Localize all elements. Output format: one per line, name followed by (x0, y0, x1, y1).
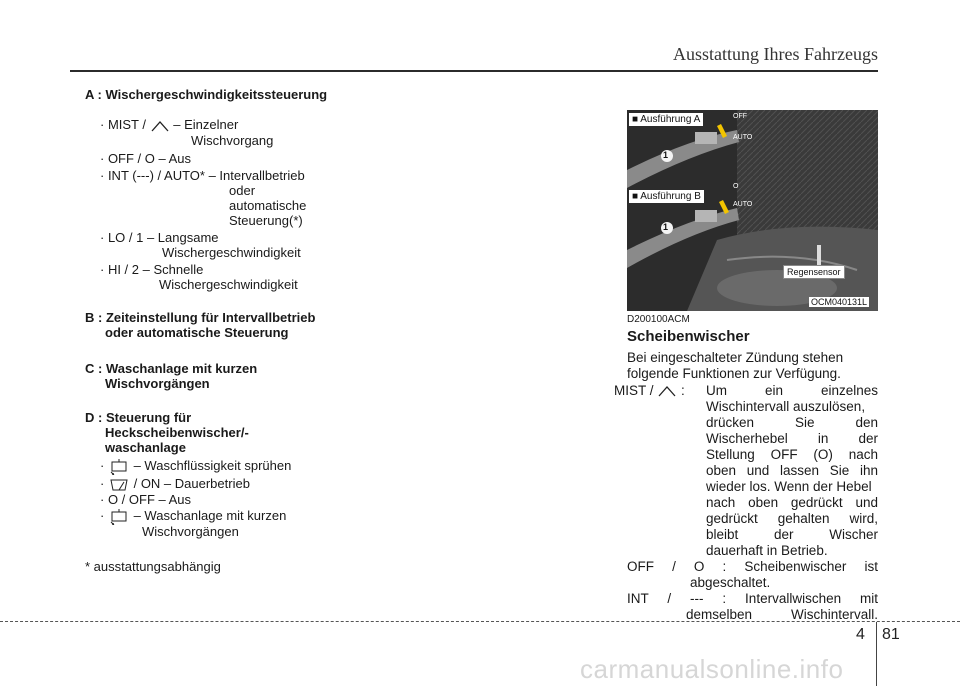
mist-desc-3: drücken Sie den (706, 415, 878, 430)
off-desc-line2: abgeschaltet. (690, 575, 771, 590)
d-item-wash: · – Waschanlage mit kurzen (100, 508, 287, 523)
mist-desc-6: oben und lassen Sie ihn (706, 463, 878, 478)
regensensor-label: Regensensor (783, 265, 845, 279)
figure-number-1a: 1 (663, 150, 669, 160)
mist-prefix: · MIST / (100, 117, 146, 132)
section-b-line2: oder automatische Steuerung (105, 325, 289, 340)
section-a-title: A : Wischergeschwindigkeitssteuerung (85, 87, 328, 102)
section-b-line1: B : Zeiteinstellung für Intervallbetrieb (85, 310, 316, 325)
figure-label-a: ■ Ausführung A (629, 113, 703, 126)
wiper-lever-illustration (627, 110, 878, 311)
int-line1: · INT (---) / AUTO* – Intervallbetrieb (100, 168, 305, 183)
figure-o-label: O (733, 183, 739, 190)
mist-label: MIST / : (614, 383, 685, 398)
d-item-off: · O / OFF – Aus (100, 492, 192, 507)
washer-short-wipe-icon (108, 509, 130, 525)
page-header-title: Ausstattung Ihres Fahrzeugs (673, 44, 878, 64)
footer-rule (0, 621, 960, 622)
mist-desc-11: dauerhaft in Betrieb. (706, 543, 828, 558)
d-item-spray-text: – Waschflüssigkeit sprühen (133, 458, 292, 473)
d-item-wash-text: – Waschanlage mit kurzen (133, 508, 287, 523)
figure-number-1b: 1 (663, 222, 669, 232)
section-heading: Scheibenwischer (627, 328, 750, 345)
page-number-separator (876, 622, 877, 686)
lo-line2: Wischergeschwindigkeit (162, 245, 301, 260)
figure-auto2-label: AUTO (733, 201, 753, 208)
figure-auto-label: AUTO (733, 134, 753, 141)
mist-desc-8: nach oben gedrückt und (706, 495, 878, 510)
mist-item (100, 117, 238, 133)
d-item-on-text: / ON – Dauerbetrieb (133, 476, 250, 491)
section-d-line3: waschanlage (105, 440, 186, 455)
figure-off-label: OFF (733, 113, 747, 120)
intro-line2: folgende Funktionen zur Verfügung. (627, 366, 841, 381)
d-item-on: · / ON – Dauerbetrieb (100, 476, 250, 491)
int-line3: automatische (229, 198, 307, 213)
mist-suffix: – Einzelner (173, 117, 239, 132)
chapter-number: 4 (856, 626, 865, 643)
section-d-line2: Heckscheibenwischer/- (105, 425, 249, 440)
figure-label-b: ■ Ausführung B (629, 190, 704, 203)
mist-desc-4: Wischerhebel in der (706, 431, 878, 446)
watermark: carmanualsonline.info (580, 654, 844, 684)
lo-line1: · LO / 1 – Langsame (100, 230, 219, 245)
mist-caret-icon (150, 120, 170, 132)
hi-line1: · HI / 2 – Schnelle (100, 262, 204, 277)
header-rule (70, 70, 878, 72)
mist-desc-1: Um ein einzelnes (706, 383, 878, 398)
mist-desc-10: bleibt der Wischer (706, 527, 878, 542)
off-desc-line1: OFF / O : Scheibenwischer ist (627, 559, 878, 574)
d-item-wash-line2: Wischvorgängen (142, 524, 239, 539)
figure-code: OCM040131L (811, 297, 868, 307)
mist-caret-icon-right (657, 385, 677, 397)
mist-line2: Wischvorgang (191, 133, 274, 148)
int-line4: Steuerung(*) (229, 213, 303, 228)
page-number: 81 (882, 626, 900, 643)
intro-line1: Bei eingeschalteter Zündung stehen (627, 350, 844, 365)
int-desc-line1: INT / --- : Intervallwischen mit (627, 591, 878, 606)
section-c-line1: C : Waschanlage mit kurzen (85, 361, 258, 376)
hi-line2: Wischergeschwindigkeit (159, 277, 298, 292)
mist-desc-9: gedrückt gehalten wird, (706, 511, 878, 526)
section-c-line2: Wischvorgängen (105, 376, 210, 391)
int-desc-line2: demselben Wischintervall. (686, 607, 878, 622)
rear-wiper-icon (108, 477, 130, 493)
wiper-lever-figure (627, 110, 878, 311)
mist-desc-2: Wischintervall auszulösen, (706, 399, 866, 414)
mist-desc-5: Stellung OFF (O) nach (706, 447, 878, 462)
d-item-spray: · – Waschflüssigkeit sprühen (100, 458, 292, 473)
mist-label-text: MIST / (614, 383, 654, 398)
section-d-line1: D : Steuerung für (85, 410, 192, 425)
footnote: * ausstattungsabhängig (85, 559, 221, 574)
washer-spray-icon (108, 459, 130, 475)
off-item: · OFF / O – Aus (100, 151, 192, 166)
int-line2: oder (229, 183, 256, 198)
mist-desc-7: wieder los. Wenn der Hebel (706, 479, 872, 494)
section-code: D200100ACM (627, 314, 690, 325)
